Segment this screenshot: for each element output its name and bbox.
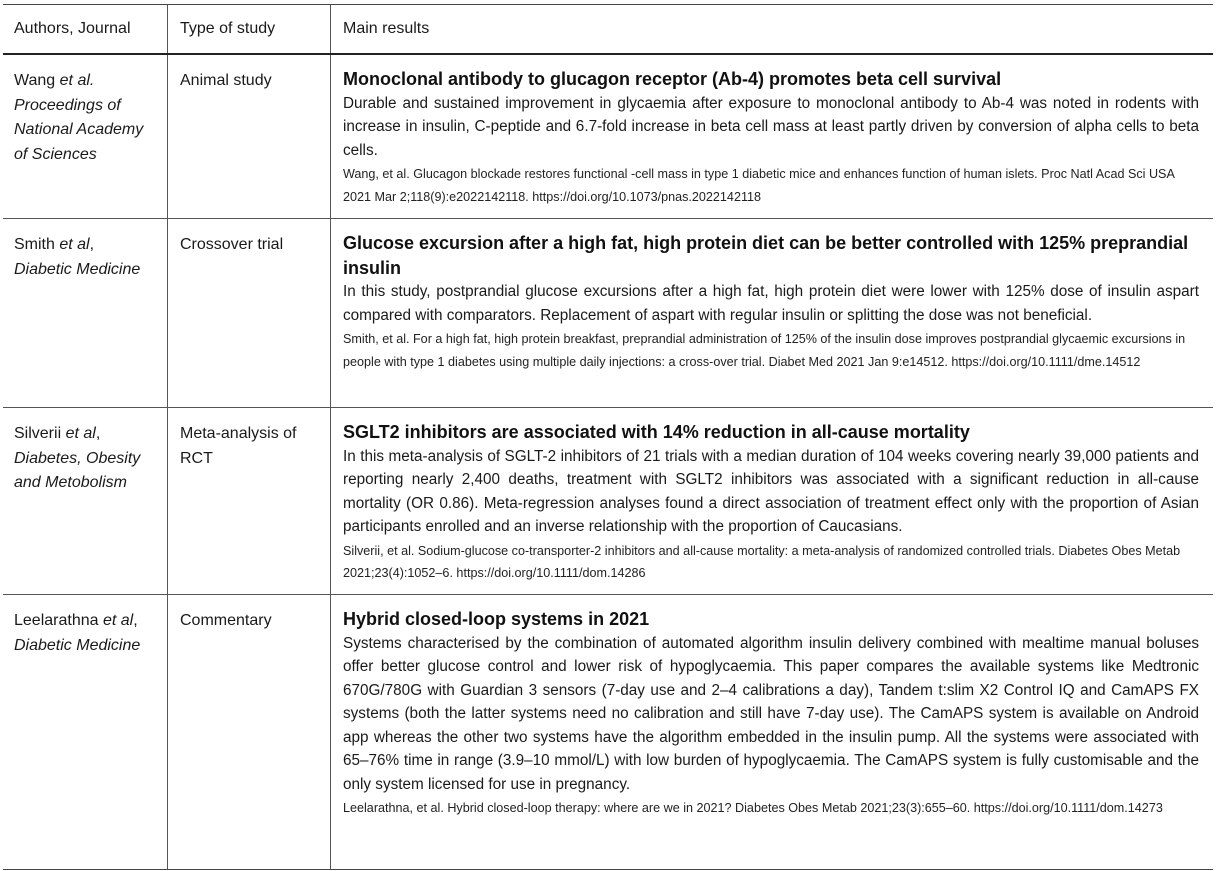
result-reference: Smith, et al. For a high fat, high protein breakfast, preprandial administration of 125% of the insulin dose improves postprandial glycaemic excursions in people with type 1 diabetes using multiple daily injections: a cross-over trial. Diabet Med 2021 Jan 9:e14512. https://doi.org/10.1111/dme.14512	[343, 332, 1186, 369]
result-title: Glucose excursion after a high fat, high protein diet can be better controlled with 125% preprandial insulin	[343, 233, 1189, 278]
study-type: Animal study	[167, 55, 330, 218]
result-summary: Durable and sustained improvement in glycaemia after exposure to monoclonal antibody to Ab-4 was noted in rodents with increase in insulin, C-peptide and 6.7-fold increase in beta cell mass at least partly driven by conversion of alpha cells to beta cells.	[343, 94, 1199, 159]
result-title: Monoclonal antibody to glucagon receptor (Ab-4) promotes beta cell survival	[343, 69, 1002, 89]
author-etal: et al	[102, 612, 134, 629]
results-cell	[330, 219, 1213, 407]
table-row	[3, 219, 1213, 408]
table-row	[3, 595, 1213, 869]
journal-name: Proceedings of National Academy of Sciences	[14, 96, 144, 163]
authors-cell: Silverii et al, Diabetes, Obesity and Metobolism	[14, 425, 141, 491]
author-etal: et al	[59, 236, 90, 253]
header-type: Type of study	[167, 5, 330, 53]
journal-name: Diabetic Medicine	[14, 260, 141, 278]
author-name: Leelarathna	[14, 612, 99, 629]
table-row	[3, 408, 1213, 595]
study-type: Commentary	[167, 595, 330, 869]
authors-cell	[3, 55, 167, 218]
author-name: Smith	[14, 236, 55, 253]
journal-name: Diabetic Medicine	[14, 636, 141, 654]
results-cell	[330, 595, 1213, 869]
journal-name: Diabetes, Obesity and Metobolism	[14, 449, 141, 491]
result-reference: Wang, et al. Glucagon blockade restores functional -cell mass in type 1 diabetic mice and enhances function of human islets. Proc Natl Acad Sci USA 2021 Mar 2;118(9):e2022142118. https://doi.org/10.1073/pnas.2022142118	[343, 167, 1175, 204]
header-authors: Authors, Journal	[14, 20, 131, 37]
table-row	[3, 55, 1213, 219]
author-etal: et al.	[59, 72, 95, 89]
result-reference: Leelarathna, et al. Hybrid closed-loop therapy: where are we in 2021? Diabetes Obes Metab 2021;23(3):655–60. https://doi.org/10.1111/dom.14273	[343, 801, 1163, 815]
result-summary: Systems characterised by the combination of automated algorithm insulin delivery combined with mealtime manual boluses offer better glucose control and lower risk of hypoglycaemia. This paper compares the available systems like Medtronic 670G/780G with Guardian 3 sensors (7-day use and 2–4 calibrations a day), Tandem t:slim X2 Control IQ and CamAPS FX systems (both the latter systems need no calibration and still have 7-day use). The CamAPS system is available on Android app whereas the other two systems have the algorithm embedded in the insulin pump. All the systems were associated with 65–76% time in range (3.9–10 mmol/L) with low burden of hypoglycaemia. The CamAPS system is fully customisable and the only system licensed for use in pregnancy.	[343, 634, 1199, 793]
author-name: Silverii	[14, 425, 62, 442]
result-summary: In this study, postprandial glucose excursions after a high fat, high protein diet were lower with 125% dose of insulin aspart compared with comparators. Replacement of aspart with regular insulin or splitting the dose was not beneficial.	[343, 283, 1199, 324]
result-title: Hybrid closed-loop systems in 2021	[343, 609, 650, 629]
result-title: SGLT2 inhibitors are associated with 14% reduction in all-cause mortality	[343, 422, 970, 442]
study-type: Meta-analysis of RCT	[167, 408, 330, 594]
result-reference: Silverii, et al. Sodium-glucose co-transporter-2 inhibitors and all-cause mortality: a meta-analysis of randomized controlled trials. Diabetes Obes Metab 2021;23(4):1052–6. https://doi.org/10.1111/dom.14286	[343, 543, 1181, 580]
authors-cell: Smith et al, Diabetic Medicine	[14, 236, 141, 278]
results-cell	[330, 55, 1213, 218]
table-header	[3, 5, 1213, 55]
results-cell	[330, 408, 1213, 594]
study-type: Crossover trial	[167, 219, 330, 407]
header-results: Main results	[330, 5, 1213, 53]
author-name: Wang	[14, 72, 56, 89]
authors-cell: Leelarathna et al, Diabetic Medicine	[14, 612, 141, 654]
result-summary: In this meta-analysis of SGLT-2 inhibitors of 21 trials with a median duration of 104 weeks covering nearly 39,000 patients and reporting nearly 2,400 deaths, treatment with SGLT2 inhibitors was associated with a significant reduction in all-cause mortality (OR 0.86). Meta-regression analyses found a direct association of treatment effect only with the proportion of Asian participants enrolled and an inverse relationship with the proportion of Caucasians.	[343, 447, 1199, 535]
results-table	[3, 4, 1213, 870]
author-etal: et al	[65, 425, 96, 442]
